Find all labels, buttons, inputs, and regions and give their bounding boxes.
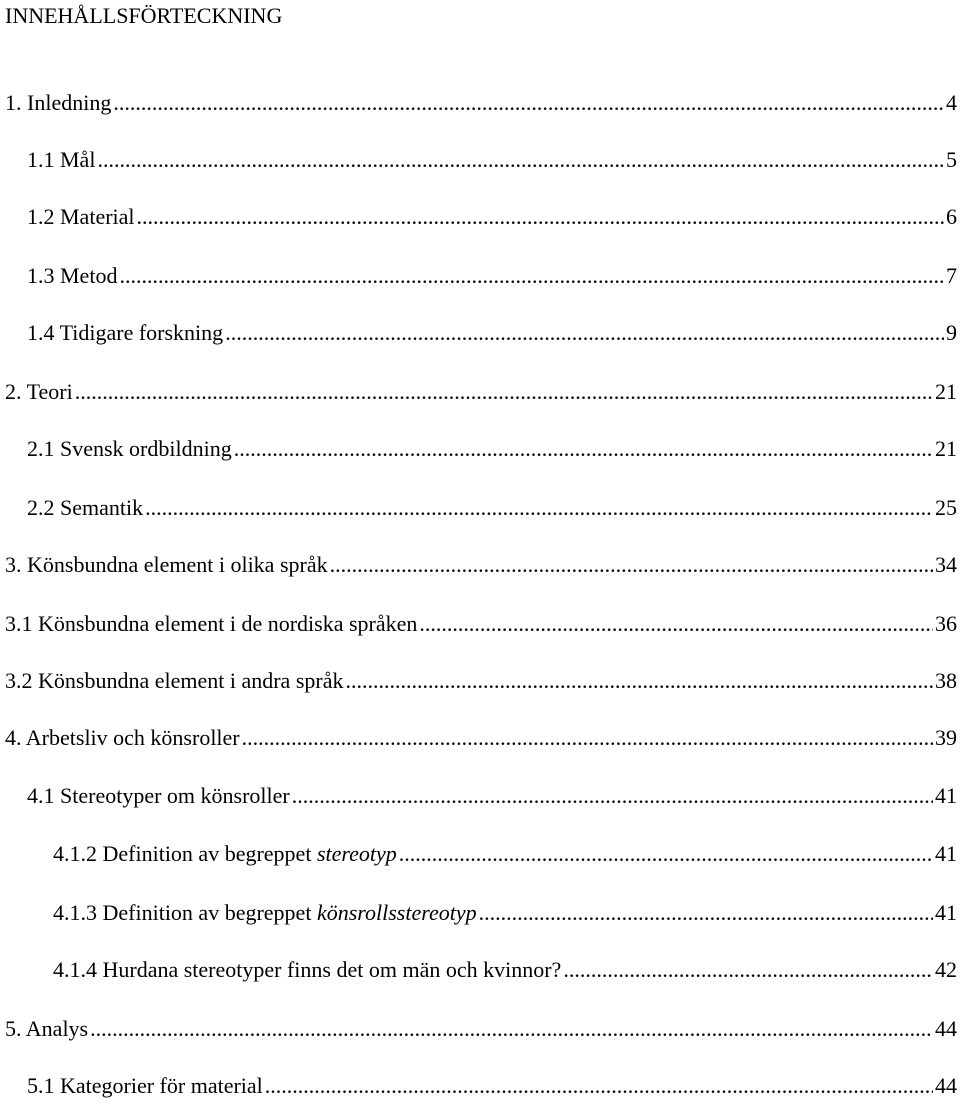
- toc-leader-dots: [234, 435, 933, 463]
- toc-page-number: 41: [935, 900, 957, 925]
- toc-label-emphasis: könsrollsstereotyp: [316, 900, 477, 925]
- toc-leader-dots: [145, 494, 933, 522]
- toc-entry-tidigare-forskning[interactable]: [27, 319, 957, 347]
- toc-entry-mal[interactable]: [27, 146, 957, 174]
- toc-label-emphasis: stereotyp: [316, 841, 397, 866]
- toc-page-number: 38: [935, 668, 957, 693]
- toc-page-number: 41: [935, 783, 957, 808]
- toc-entry-label: 2.2 Semantik: [27, 495, 144, 520]
- toc-page-number: 34: [935, 552, 957, 577]
- toc-leader-dots: [113, 89, 944, 117]
- toc-entry-arbetsliv[interactable]: [5, 724, 957, 752]
- toc-leader-dots: [119, 262, 944, 290]
- toc-entry-semantik[interactable]: [27, 494, 957, 522]
- toc-entry-def-stereotyp[interactable]: [53, 840, 957, 868]
- toc-entry-svensk-ordbildning[interactable]: [27, 435, 957, 463]
- toc-entry-andra-sprak[interactable]: [5, 667, 957, 695]
- toc-leader-dots: [265, 1072, 933, 1100]
- toc-entry-label: 2. Teori: [5, 379, 73, 404]
- toc-entry-label: 5.1 Kategorier för material: [27, 1073, 263, 1098]
- toc-entry-teori[interactable]: [5, 378, 957, 406]
- toc-entry-konsbundna-element[interactable]: [5, 551, 957, 579]
- toc-leader-dots: [90, 1015, 933, 1043]
- toc-entry-label: 2.1 Svensk ordbildning: [27, 436, 232, 461]
- toc-entry-label: 5. Analys: [5, 1016, 89, 1041]
- toc-leader-dots: [563, 956, 933, 984]
- toc-entry-nordiska-spraken[interactable]: [5, 610, 957, 638]
- toc-entry-label: 1.1 Mål: [27, 147, 96, 172]
- toc-leader-dots: [479, 899, 933, 927]
- toc-page-number: 36: [935, 611, 957, 636]
- toc-leader-dots: [225, 319, 944, 347]
- toc-leader-dots: [242, 724, 933, 752]
- toc-leader-dots: [137, 203, 944, 231]
- toc-page-number: 6: [946, 204, 957, 229]
- toc-leader-dots: [330, 551, 933, 579]
- toc-entry-label: 4.1 Stereotyper om könsroller: [27, 783, 290, 808]
- toc-page-number: 44: [935, 1016, 957, 1041]
- toc-entry-def-konsrollsstereotyp[interactable]: [53, 899, 957, 927]
- toc-heading: INNEHÅLLSFÖRTECKNING: [5, 3, 283, 28]
- toc-entry-label: 1. Inledning: [5, 90, 112, 115]
- toc-entry-hurdana-stereotyper[interactable]: [53, 956, 957, 984]
- toc-entry-label: 1.3 Metod: [27, 263, 118, 288]
- toc-leader-dots: [75, 378, 933, 406]
- toc-entry-label: [53, 899, 477, 927]
- toc-page-number: 41: [935, 841, 957, 866]
- toc-entry-metod[interactable]: [27, 262, 957, 290]
- toc-leader-dots: [292, 782, 933, 810]
- toc-page-number: 44: [935, 1073, 957, 1098]
- toc-page-number: 39: [935, 725, 957, 750]
- toc-page-number: 4: [946, 90, 957, 115]
- toc-leader-dots: [97, 146, 944, 174]
- toc-page-number: 7: [946, 263, 957, 288]
- toc-page-number: 21: [935, 436, 957, 461]
- toc-page-number: 5: [946, 147, 957, 172]
- toc-label-text: 4.1.2 Definition av begreppet: [53, 841, 317, 866]
- toc-page-number: 9: [946, 320, 957, 345]
- toc-page-number: 25: [935, 495, 957, 520]
- toc-page-number: 42: [935, 957, 957, 982]
- toc-entry-material[interactable]: [27, 203, 957, 231]
- toc-entry-label: 3. Könsbundna element i olika språk: [5, 552, 328, 577]
- toc-page-number: 21: [935, 379, 957, 404]
- toc-label-text: 4.1.3 Definition av begreppet: [53, 900, 317, 925]
- toc-entry-analys[interactable]: [5, 1015, 957, 1043]
- toc-entry-label: 3.1 Könsbundna element i de nordiska språken: [5, 611, 418, 636]
- toc-leader-dots: [399, 840, 933, 868]
- toc-leader-dots: [345, 667, 933, 695]
- toc-entry-inledning[interactable]: [5, 89, 957, 117]
- toc-entry-label: [53, 840, 397, 868]
- toc-leader-dots: [419, 610, 933, 638]
- toc-entry-label: 1.2 Material: [27, 204, 135, 229]
- toc-entry-stereotyper[interactable]: [27, 782, 957, 810]
- toc-entry-label: 4.1.4 Hurdana stereotyper finns det om män och kvinnor?: [53, 957, 562, 982]
- toc-entry-label: 4. Arbetsliv och könsroller: [5, 725, 240, 750]
- toc-entry-kategorier[interactable]: [27, 1072, 957, 1100]
- toc-entry-label: 1.4 Tidigare forskning: [27, 320, 224, 345]
- toc-entry-label: 3.2 Könsbundna element i andra språk: [5, 668, 344, 693]
